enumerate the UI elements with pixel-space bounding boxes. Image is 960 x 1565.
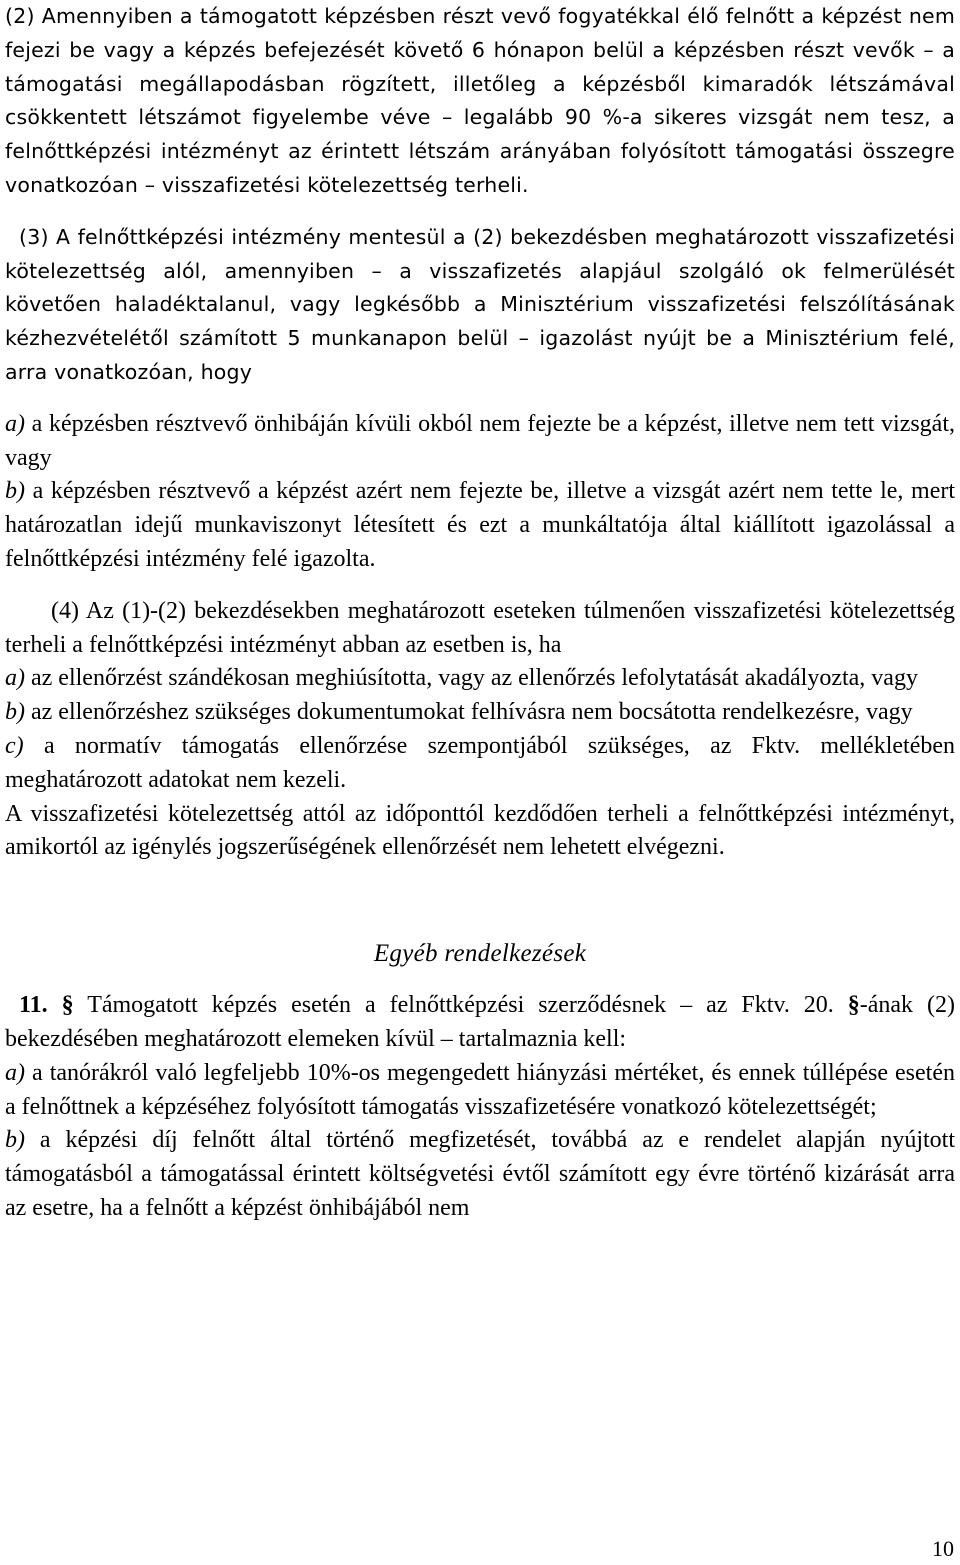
section-intro-text: Támogatott képzés esetén a felnőttképzési szerződésnek – az Fktv. 20.	[87, 992, 834, 1019]
paragraph-4-item-a	[5, 662, 955, 696]
item-text: a tanórákról való legfeljebb 10%-os megengedett hiányzási mértéket, és ennek túllépése esetén a felnőttnek a képzéséhez folyósított támogatás visszafizetésére vonatkozó kötelezettségét;	[5, 1059, 955, 1120]
item-label: b)	[5, 699, 25, 726]
paragraph-2: (2) Amennyiben a támogatott képzésben részt vevő fogyatékkal élő felnőtt a képzést nem fejezi be vagy a képzés befejezését követő 6 hónapon belül a képzésben részt vevők – a támogatási megállapodásban rögzített, illetőleg a képzésből kimaradók létszámával csökkentett létszámot figyelembe véve – legalább 90 %-a sikeres vizsgát nem tesz, a felnőttképzési intézményt az érintett létszám arányában folyósított támogatási összegre vonatkozóan – visszafizetési kötelezettség terheli.	[5, 4, 955, 197]
page-number: 10	[932, 1536, 954, 1561]
spacer	[5, 390, 955, 408]
item-text: a képzési díj felnőtt által történő megfizetését, továbbá az e rendelet alapján nyújtott támogatásból a támogatással érintett költségvetési évtől számított egy évre történő kizárását arra az esetre, ha a felnőtt a képzést önhibájából nem	[5, 1127, 956, 1221]
paragraph-3: (3) A felnőttképzési intézmény mentesül a (2) bekezdésben meghatározott visszafizetési kötelezettség alól, amennyiben – a visszafizetés alapjául szolgáló ok felmerülését követően haladéktalanul, vagy legkésőbb a Minisztérium visszafizetési felszólításának kézhezvételétől számított 5 munkanapon belül – igazolást nyújt be a Minisztérium felé, arra vonatkozóan, hogy	[5, 224, 955, 384]
item-label: a)	[5, 665, 25, 692]
paragraph-3-item-a	[5, 408, 955, 476]
paragraph-4-item-c	[5, 730, 955, 798]
spacer	[5, 971, 955, 989]
section-heading: Egyéb rendelkezések	[373, 940, 587, 968]
item-text: az ellenőrzéshez szükséges dokumentumokat felhívásra nem bocsátotta rendelkezésre, vagy	[31, 699, 913, 726]
item-text: a képzésben résztvevő önhibáján kívüli okból nem fejezte be a képzést, illetve nem tett vizsgát, vagy	[5, 410, 956, 471]
section-intro-text-cont: -ának (2) bekezdésében meghatározott elemeken kívül – tartalmaznia kell:	[5, 992, 955, 1052]
section-11-item-b	[5, 1124, 955, 1225]
item-text: a normatív támogatás ellenőrzése szempontjából szükséges, az Fktv. mellékletében meghatározott adatokat nem kezeli.	[5, 732, 955, 793]
section-number: 11.	[19, 992, 48, 1019]
item-text: az ellenőrzést szándékosan meghiúsította, vagy az ellenőrzés lefolytatását akadályozta, vagy	[31, 665, 918, 692]
section-sign: §	[847, 992, 860, 1019]
section-11-item-a	[5, 1057, 955, 1125]
section-sign: §	[61, 992, 74, 1019]
item-label: a)	[5, 1059, 25, 1086]
document-page	[5, 0, 955, 1226]
paragraph-3-item-b	[5, 475, 955, 576]
section-11-intro	[5, 989, 955, 1057]
item-label: a)	[5, 410, 25, 437]
item-label: b)	[5, 478, 25, 505]
item-label: c)	[5, 732, 24, 759]
spacer	[5, 577, 955, 595]
item-label: b)	[5, 1127, 25, 1154]
spacer	[5, 865, 955, 937]
paragraph-4-item-b	[5, 696, 955, 730]
spacer	[5, 203, 955, 221]
paragraph-4-tail: A visszafizetési kötelezettség attól az időponttól kezdődően terheli a felnőttképzési intézményt, amikortól az igénylés jogszerűségének ellenőrzését nem lehetett elvégezni.	[5, 800, 955, 861]
paragraph-4: (4) Az (1)-(2) bekezdésekben meghatározott eseteken túlmenően visszafizetési kötelezettség terheli a felnőttképzési intézményt abban az esetben is, ha	[5, 597, 955, 658]
item-text: a képzésben résztvevő a képzést azért nem fejezte be, illetve a vizsgát azért nem tette le, mert határozatlan idejű munkaviszonyt létesített és ezt a munkáltatója által kiállított igazolással a felnőttképzési intézmény felé igazolta.	[5, 478, 956, 572]
